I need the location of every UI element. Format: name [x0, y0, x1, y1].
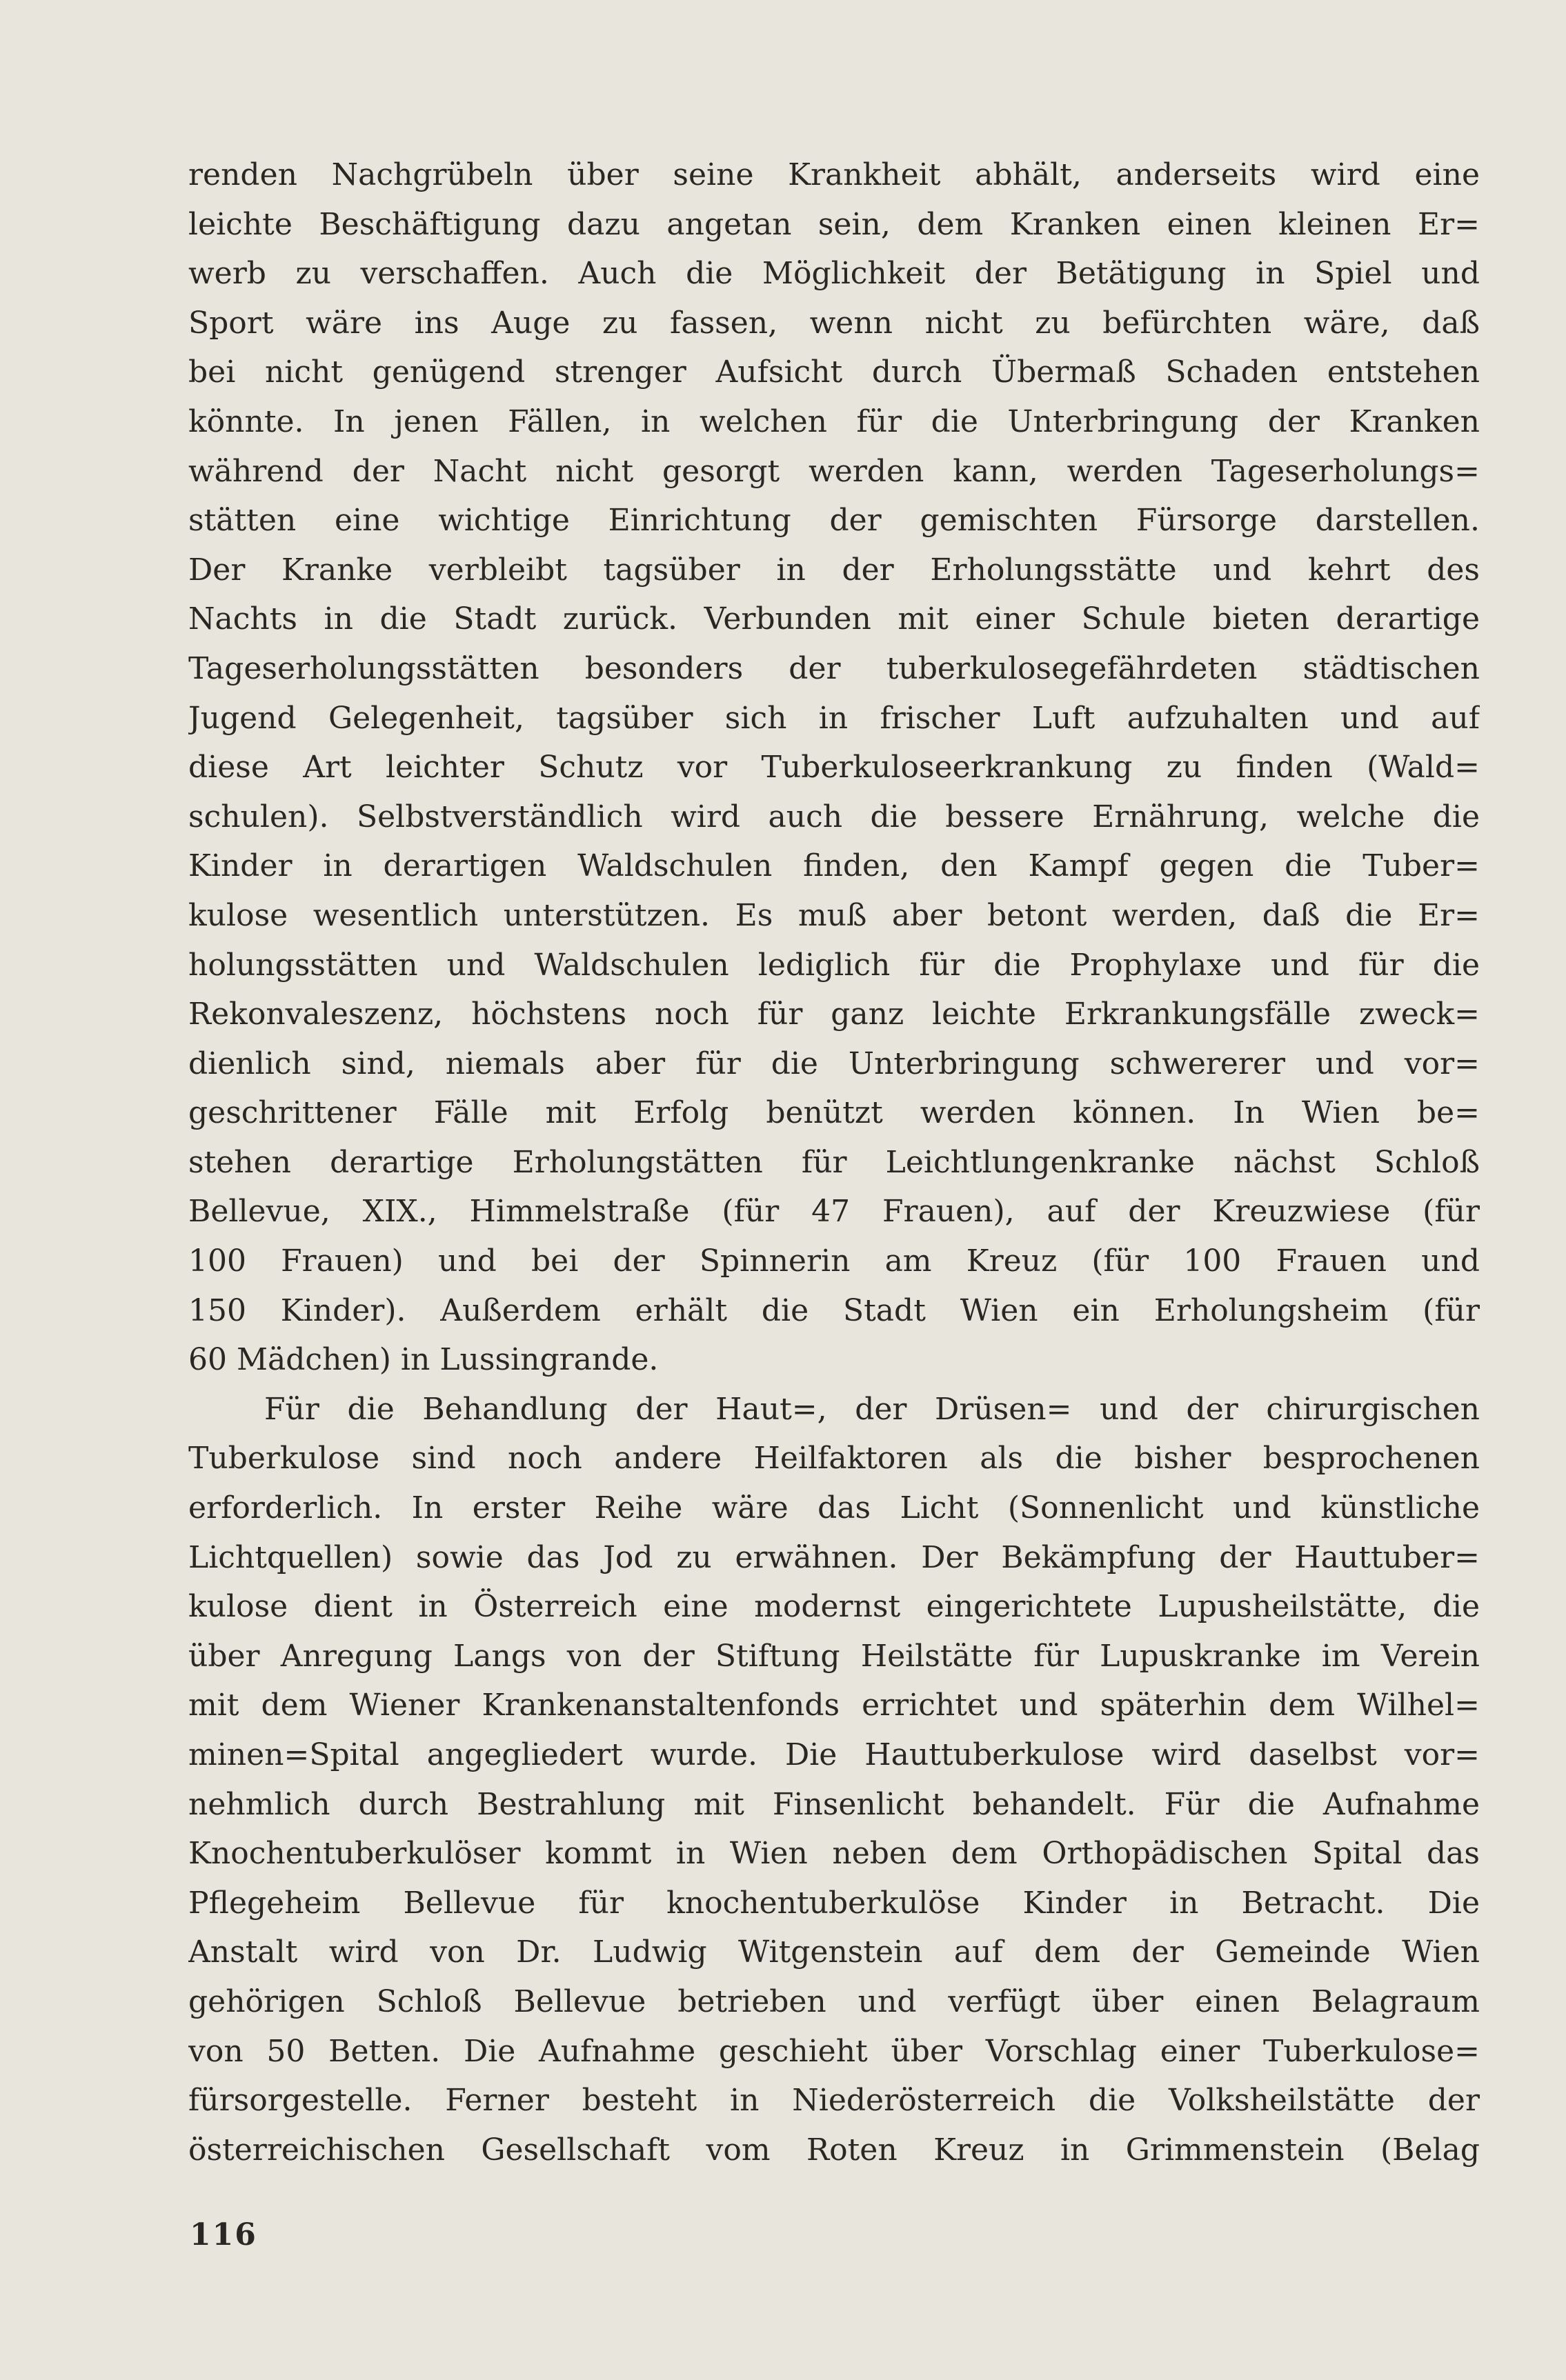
text-line: geschrittener Fälle mit Erfolg benützt werden können. In Wien be= — [188, 1095, 1480, 1131]
text-line: Tageserholungsstätten besonders der tuberkulosegefährdeten städtischen — [188, 650, 1480, 686]
text-line: minen=Spital angegliedert wurde. Die Hauttuberkulose wird daselbst vor= — [188, 1737, 1480, 1772]
text-line: Kinder in derartigen Waldschulen finden, den Kampf gegen die Tuber= — [188, 848, 1480, 884]
text-line: renden Nachgrübeln über seine Krankheit abhält, anderseits wird eine — [188, 157, 1480, 192]
text-line: 100 Frauen) und bei der Spinnerin am Kreuz (für 100 Frauen und — [188, 1243, 1480, 1279]
text-line: österreichischen Gesellschaft vom Roten Kreuz in Grimmenstein (Belag — [188, 2132, 1480, 2168]
page-number: 116 — [190, 2217, 257, 2252]
text-line: kulose dient in Österreich eine modernst eingerichtete Lupusheilstätte, die — [188, 1589, 1480, 1625]
text-line: holungsstätten und Waldschulen lediglich für die Prophylaxe und für die — [188, 947, 1480, 983]
text-line: schulen). Selbstverständlich wird auch die bessere Ernährung, welche die — [188, 799, 1480, 834]
text-line: stätten eine wichtige Einrichtung der gemischten Fürsorge darstellen. — [188, 503, 1480, 539]
text-line: 60 Mädchen) in Lussingrande. — [188, 1342, 659, 1378]
text-line: Pflegeheim Bellevue für knochentuberkulöse Kinder in Betracht. Die — [188, 1885, 1480, 1921]
text-line: leichte Beschäftigung dazu angetan sein, dem Kranken einen kleinen Er= — [188, 206, 1480, 242]
text-line: erforderlich. In erster Reihe wäre das Licht (Sonnenlicht und künstliche — [188, 1490, 1480, 1526]
text-line: Sport wäre ins Auge zu fassen, wenn nicht zu befürchten wäre, daß — [188, 305, 1480, 341]
text-line: Bellevue, XIX., Himmelstraße (für 47 Frauen), auf der Kreuzwiese (für — [188, 1194, 1480, 1230]
text-line: diese Art leichter Schutz vor Tuberkuloseerkrankung zu finden (Wald= — [188, 750, 1480, 786]
text-line: Der Kranke verbleibt tagsüber in der Erholungsstätte und kehrt des — [188, 552, 1480, 588]
text-line: 150 Kinder). Außerdem erhält die Stadt Wien ein Erholungsheim (für — [188, 1292, 1480, 1328]
text-line: dienlich sind, niemals aber für die Unterbringung schwererer und vor= — [188, 1046, 1480, 1081]
text-line: mit dem Wiener Krankenanstaltenfonds errichtet und späterhin dem Wilhel= — [188, 1688, 1480, 1723]
text-line: bei nicht genügend strenger Aufsicht durch Übermaß Schaden entstehen — [188, 354, 1480, 390]
text-line: von 50 Betten. Die Aufnahme geschieht über Vorschlag einer Tuberkulose= — [188, 2033, 1480, 2069]
text-line: könnte. In jenen Fällen, in welchen für die Unterbringung der Kranken — [188, 403, 1480, 439]
text-line: Jugend Gelegenheit, tagsüber sich in frischer Luft aufzuhalten und auf — [188, 700, 1480, 736]
text-line: kulose wesentlich unterstützen. Es muß aber betont werden, daß die Er= — [188, 897, 1480, 933]
text-line: werb zu verschaffen. Auch die Möglichkeit der Betätigung in Spiel und — [188, 256, 1480, 292]
text-line: Lichtquellen) sowie das Jod zu erwähnen. Der Bekämpfung der Hauttuber= — [188, 1539, 1480, 1575]
text-line: Rekonvaleszenz, höchstens noch für ganz leichte Erkrankungsfälle zweck= — [188, 997, 1480, 1032]
text-line: Nachts in die Stadt zurück. Verbunden mit einer Schule bieten derartige — [188, 601, 1480, 637]
text-line: während der Nacht nicht gesorgt werden kann, werden Tageserholungs= — [188, 453, 1480, 489]
body-text — [188, 150, 1480, 2174]
text-line: Knochentuberkulöser kommt in Wien neben dem Orthopädischen Spital das — [188, 1836, 1480, 1872]
text-line: nehmlich durch Bestrahlung mit Finsenlicht behandelt. Für die Aufnahme — [188, 1786, 1480, 1822]
text-line: gehörigen Schloß Bellevue betrieben und verfügt über einen Belagraum — [188, 1983, 1480, 2019]
text-line: Tuberkulose sind noch andere Heilfaktoren als die bisher besprochenen — [188, 1441, 1480, 1477]
text-line: Für die Behandlung der Haut=, der Drüsen= und der chirurgischen — [264, 1391, 1480, 1427]
text-line: über Anregung Langs von der Stiftung Heilstätte für Lupuskranke im Verein — [188, 1638, 1480, 1674]
text-line: Anstalt wird von Dr. Ludwig Witgenstein auf dem der Gemeinde Wien — [188, 1934, 1480, 1970]
text-line: stehen derartige Erholungstätten für Leichtlungenkranke nächst Schloß — [188, 1144, 1480, 1180]
text-line: fürsorgestelle. Ferner besteht in Niederösterreich die Volksheilstätte der — [188, 2083, 1480, 2119]
